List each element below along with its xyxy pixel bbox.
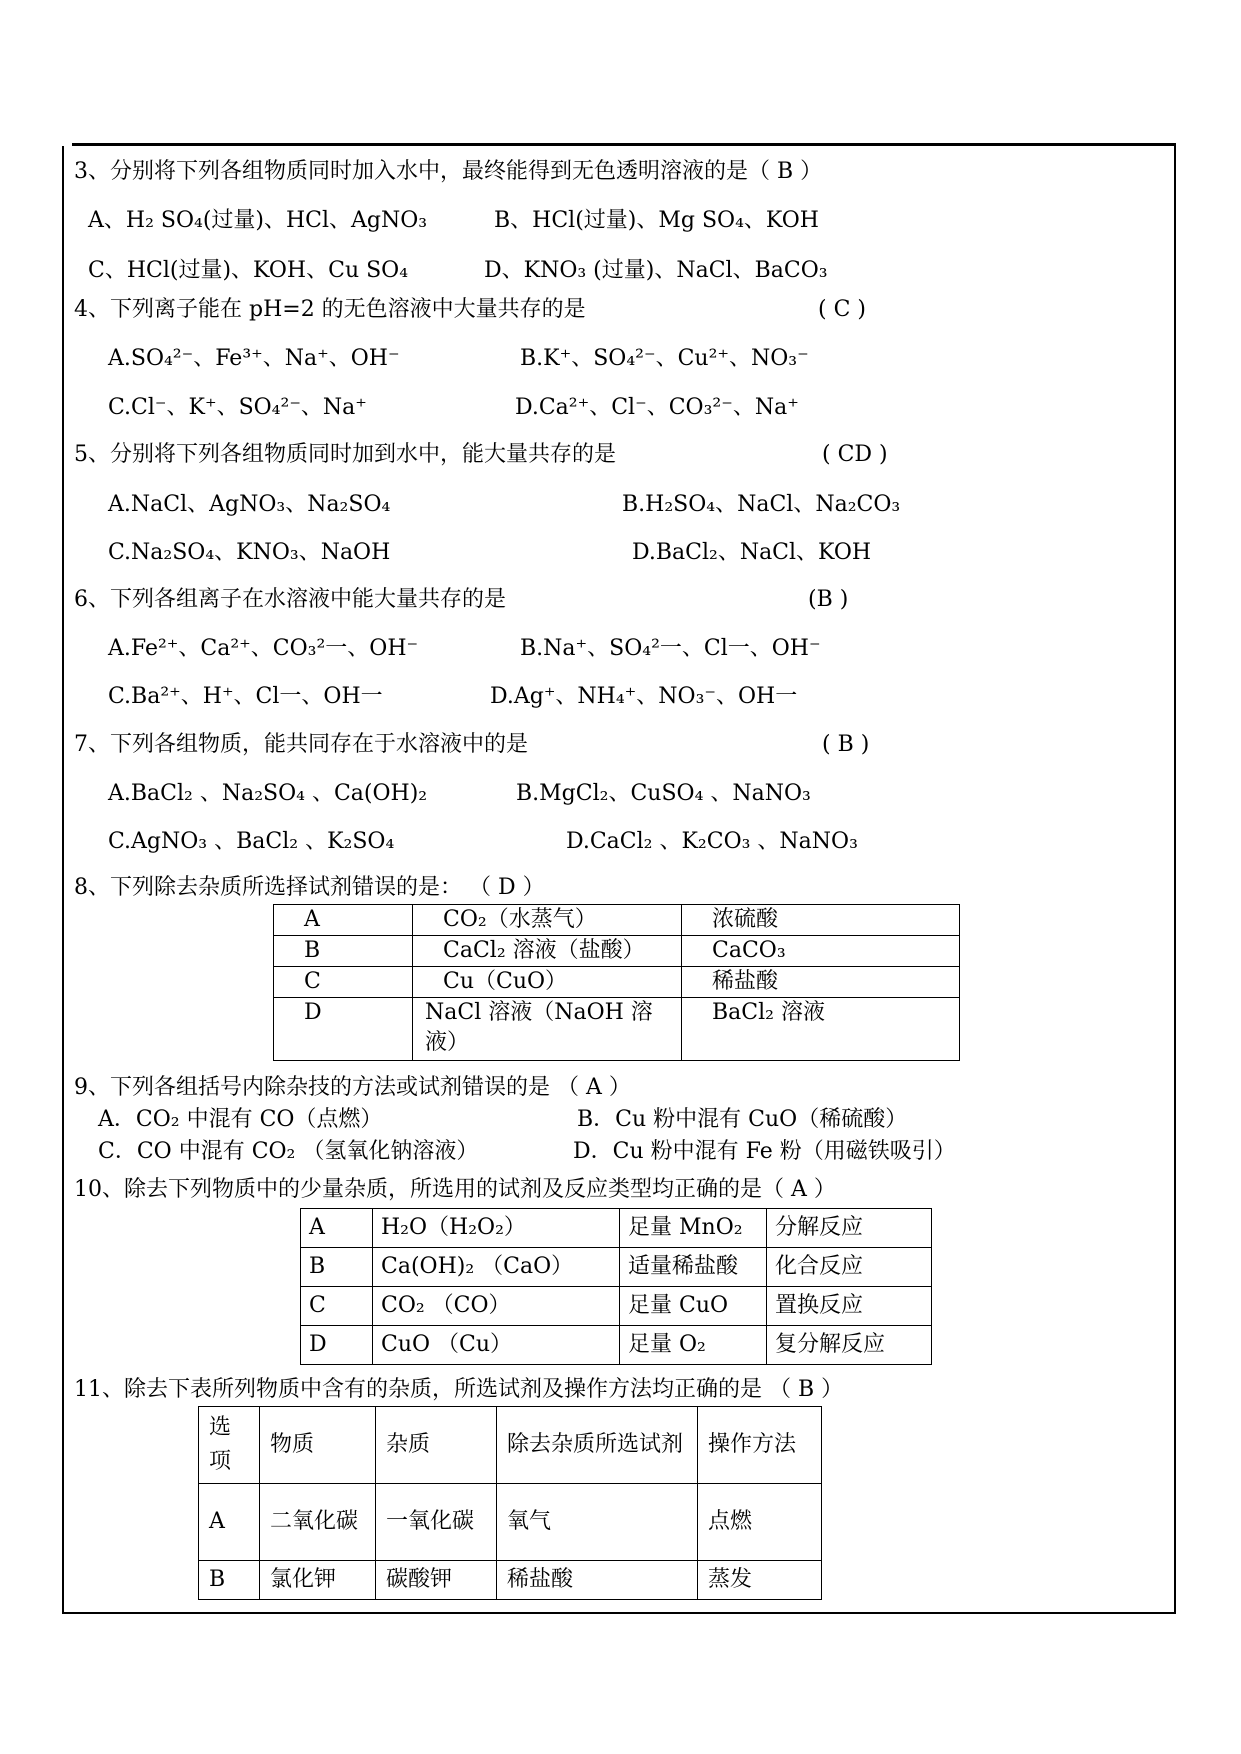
q11-header-cell: 物质 — [260, 1407, 376, 1484]
q8-cell: BaCl₂ 溶液 — [682, 998, 960, 1061]
q10-cell: H₂O（H₂O₂） — [373, 1209, 620, 1248]
q8-cell: C — [274, 967, 413, 998]
q8-cell: A — [274, 905, 413, 936]
q6-option-c: C.Ba²⁺、H⁺、Cl一、OH一 — [108, 684, 383, 709]
q4-option-b: B.K⁺、SO₄²⁻、Cu²⁺、NO₃⁻ — [520, 346, 809, 371]
q4-answer: ( C ) — [818, 297, 866, 322]
q10-cell: 置换反应 — [767, 1287, 932, 1326]
q6-option-d: D.Ag⁺、NH₄⁺、NO₃⁻、OH一 — [490, 684, 798, 709]
q6-stem: 6、下列各组离子在水溶液中能大量共存的是 — [74, 587, 506, 612]
q11-cell: 氯化钾 — [260, 1561, 376, 1600]
q10-cell: Ca(OH)₂ （CaO） — [373, 1248, 620, 1287]
q11-header-cell: 操作方法 — [698, 1407, 822, 1484]
q10-cell: 分解反应 — [767, 1209, 932, 1248]
q11-cell: 稀盐酸 — [497, 1561, 698, 1600]
q8-cell: NaCl 溶液（NaOH 溶液） — [413, 998, 682, 1061]
q10-cell: CO₂ （CO） — [373, 1287, 620, 1326]
q4-stem: 4、下列离子能在 pH=2 的无色溶液中大量共存的是 — [74, 297, 586, 322]
q3-answer: B — [777, 159, 794, 184]
q8-table — [273, 904, 960, 1061]
table-row — [301, 1248, 932, 1287]
table-row — [199, 1407, 822, 1484]
q11-cell: 碳酸钾 — [376, 1561, 497, 1600]
q10-cell: 复分解反应 — [767, 1326, 932, 1365]
q11-cell: 二氧化碳 — [260, 1484, 376, 1561]
q8-stem: 8、下列除去杂质所选择试剂错误的是： （ D ） — [74, 875, 545, 900]
q7-answer: ( B ) — [822, 732, 870, 757]
q10-cell: 足量 MnO₂ — [620, 1209, 767, 1248]
q9-option-a: A．CO₂ 中混有 CO（点燃） — [98, 1107, 383, 1132]
q10-cell: B — [301, 1248, 373, 1287]
q4-option-a: A.SO₄²⁻、Fe³⁺、Na⁺、OH⁻ — [108, 346, 400, 371]
q3-close: ） — [800, 159, 823, 184]
table-row — [301, 1326, 932, 1365]
table-row — [274, 905, 960, 936]
q11-cell: 氧气 — [497, 1484, 698, 1561]
q7-option-b: B.MgCl₂、CuSO₄ 、NaNO₃ — [516, 781, 811, 806]
q5-option-b: B.H₂SO₄、NaCl、Na₂CO₃ — [622, 492, 901, 517]
q11-cell: B — [199, 1561, 260, 1600]
q10-stem: 10、除去下列物质中的少量杂质，所选用的试剂及反应类型均正确的是（ A ） — [74, 1177, 836, 1202]
q8-cell: B — [274, 936, 413, 967]
q7-option-c: C.AgNO₃ 、BaCl₂ 、K₂SO₄ — [108, 829, 395, 854]
q6-option-b: B.Na⁺、SO₄²一、Cl一、OH⁻ — [520, 636, 821, 661]
q5-option-d: D.BaCl₂、NaCl、KOH — [632, 540, 872, 565]
q3-option-d: D、KNO₃ (过量)、NaCl、BaCO₃ — [484, 258, 828, 283]
q11-cell: 蒸发 — [698, 1561, 822, 1600]
q8-cell: 浓硫酸 — [682, 905, 960, 936]
q8-cell: CaCl₂ 溶液（盐酸） — [413, 936, 682, 967]
q3-stem — [74, 158, 822, 186]
table-row — [274, 967, 960, 998]
q8-cell: D — [274, 998, 413, 1061]
q8-cell: CO₂（水蒸气） — [413, 905, 682, 936]
q7-option-a: A.BaCl₂ 、Na₂SO₄ 、Ca(OH)₂ — [108, 781, 428, 806]
q8-cell: 稀盐酸 — [682, 967, 960, 998]
q10-cell: A — [301, 1209, 373, 1248]
q8-cell: CaCO₃ — [682, 936, 960, 967]
q11-cell: 点燃 — [698, 1484, 822, 1561]
q11-header-cell: 选项 — [199, 1407, 260, 1484]
q11-table — [198, 1406, 822, 1600]
q10-cell: 足量 CuO — [620, 1287, 767, 1326]
table-row — [301, 1287, 932, 1326]
q8-cell: Cu（CuO） — [413, 967, 682, 998]
q11-stem: 11、除去下表所列物质中含有的杂质，所选试剂及操作方法均正确的是 （ B ） — [74, 1377, 844, 1402]
table-row — [274, 936, 960, 967]
q9-option-b: B．Cu 粉中混有 CuO（稀硫酸） — [577, 1107, 908, 1132]
q6-answer: (B ) — [808, 587, 849, 612]
q11-cell: A — [199, 1484, 260, 1561]
table-row — [199, 1484, 822, 1561]
q9-option-c: C．CO 中混有 CO₂ （氢氧化钠溶液） — [98, 1139, 479, 1164]
q11-header-cell: 除去杂质所选试剂 — [497, 1407, 698, 1484]
q3-option-b: B、HCl(过量)、Mg SO₄、KOH — [494, 208, 819, 233]
q10-cell: D — [301, 1326, 373, 1365]
q11-cell: 一氧化碳 — [376, 1484, 497, 1561]
q5-option-c: C.Na₂SO₄、KNO₃、NaOH — [108, 540, 391, 565]
q5-option-a: A.NaCl、AgNO₃、Na₂SO₄ — [108, 492, 391, 517]
q6-option-a: A.Fe²⁺、Ca²⁺、CO₃²一、OH⁻ — [108, 636, 419, 661]
q10-cell: 足量 O₂ — [620, 1326, 767, 1365]
q7-stem: 7、下列各组物质，能共同存在于水溶液中的是 — [74, 732, 528, 757]
q4-option-d: D.Ca²⁺、Cl⁻、CO₃²⁻、Na⁺ — [515, 395, 799, 420]
q10-cell: 适量稀盐酸 — [620, 1248, 767, 1287]
q4-option-c: C.Cl⁻、K⁺、SO₄²⁻、Na⁺ — [108, 395, 367, 420]
q3-option-c: C、HCl(过量)、KOH、Cu SO₄ — [88, 258, 409, 283]
table-row — [199, 1561, 822, 1600]
q10-cell: 化合反应 — [767, 1248, 932, 1287]
q10-table — [300, 1208, 932, 1365]
table-row — [301, 1209, 932, 1248]
q10-cell: C — [301, 1287, 373, 1326]
q9-stem: 9、下列各组括号内除杂技的方法或试剂错误的是 （ A ） — [74, 1075, 631, 1100]
q11-header-cell: 杂质 — [376, 1407, 497, 1484]
q7-option-d: D.CaCl₂ 、K₂CO₃ 、NaNO₃ — [566, 829, 858, 854]
q9-option-d: D．Cu 粉中混有 Fe 粉（用磁铁吸引） — [573, 1139, 956, 1164]
q3-option-a: A、H₂ SO₄(过量)、HCl、AgNO₃ — [88, 208, 428, 233]
q10-cell: CuO （Cu） — [373, 1326, 620, 1365]
table-row — [274, 998, 960, 1061]
q3-stem-text: 3、分别将下列各组物质同时加入水中，最终能得到无色透明溶液的是（ — [74, 159, 770, 184]
q5-answer: ( CD ) — [822, 442, 888, 467]
q5-stem: 5、分别将下列各组物质同时加到水中，能大量共存的是 — [74, 442, 616, 467]
